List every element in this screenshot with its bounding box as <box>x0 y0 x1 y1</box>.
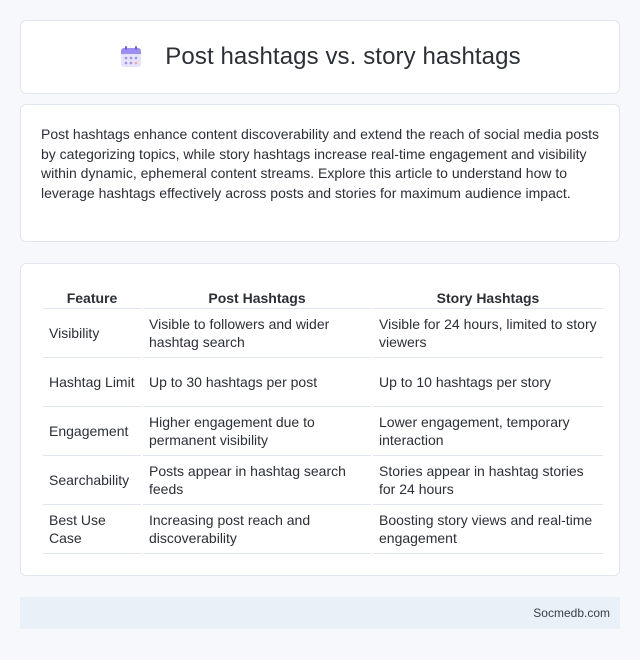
row-post-value: Visible to followers and wider hashtag search <box>143 309 371 358</box>
row-story-value: Up to 10 hashtags per story <box>373 358 603 407</box>
row-feature: Visibility <box>43 309 141 358</box>
row-feature: Hashtag Limit <box>43 358 141 407</box>
table-row <box>43 505 603 554</box>
table-row <box>43 407 603 456</box>
row-story-value: Boosting story views and real-time engagement <box>373 505 603 554</box>
header-post-hashtags: Post Hashtags <box>143 284 371 309</box>
row-story-value: Lower engagement, temporary interaction <box>373 407 603 456</box>
header-story-hashtags: Story Hashtags <box>373 284 603 309</box>
table-row <box>43 309 603 358</box>
footer <box>20 597 620 629</box>
intro-card <box>20 104 620 242</box>
row-feature: Best Use Case <box>43 505 141 554</box>
header-feature: Feature <box>43 284 141 309</box>
comparison-table <box>41 284 605 554</box>
table-row <box>43 456 603 505</box>
row-feature: Searchability <box>43 456 141 505</box>
row-post-value: Increasing post reach and discoverability <box>143 505 371 554</box>
comparison-card <box>20 263 620 576</box>
row-feature: Engagement <box>43 407 141 456</box>
intro-text: Post hashtags enhance content discoverability and extend the reach of social media posts by categorizing topics, while story hashtags increase real-time engagement and visibility within dynamic, ephemeral content streams. Explore this article to understand how to leverage hashtags effectively across posts and stories for maximum audience impact. <box>41 126 600 201</box>
row-post-value: Higher engagement due to permanent visibility <box>143 407 371 456</box>
row-post-value: Posts appear in hashtag search feeds <box>143 456 371 505</box>
table-row <box>43 358 603 407</box>
row-post-value: Up to 30 hashtags per post <box>143 358 371 407</box>
row-story-value: Visible for 24 hours, limited to story viewers <box>373 309 603 358</box>
footer-brand[interactable]: Socmedb.com <box>533 606 610 620</box>
row-story-value: Stories appear in hashtag stories for 24 hours <box>373 456 603 505</box>
page-title: Post hashtags vs. story hashtags <box>165 43 521 70</box>
title-card <box>20 20 620 94</box>
table-header-row <box>43 284 603 309</box>
calendar-icon <box>119 45 143 69</box>
